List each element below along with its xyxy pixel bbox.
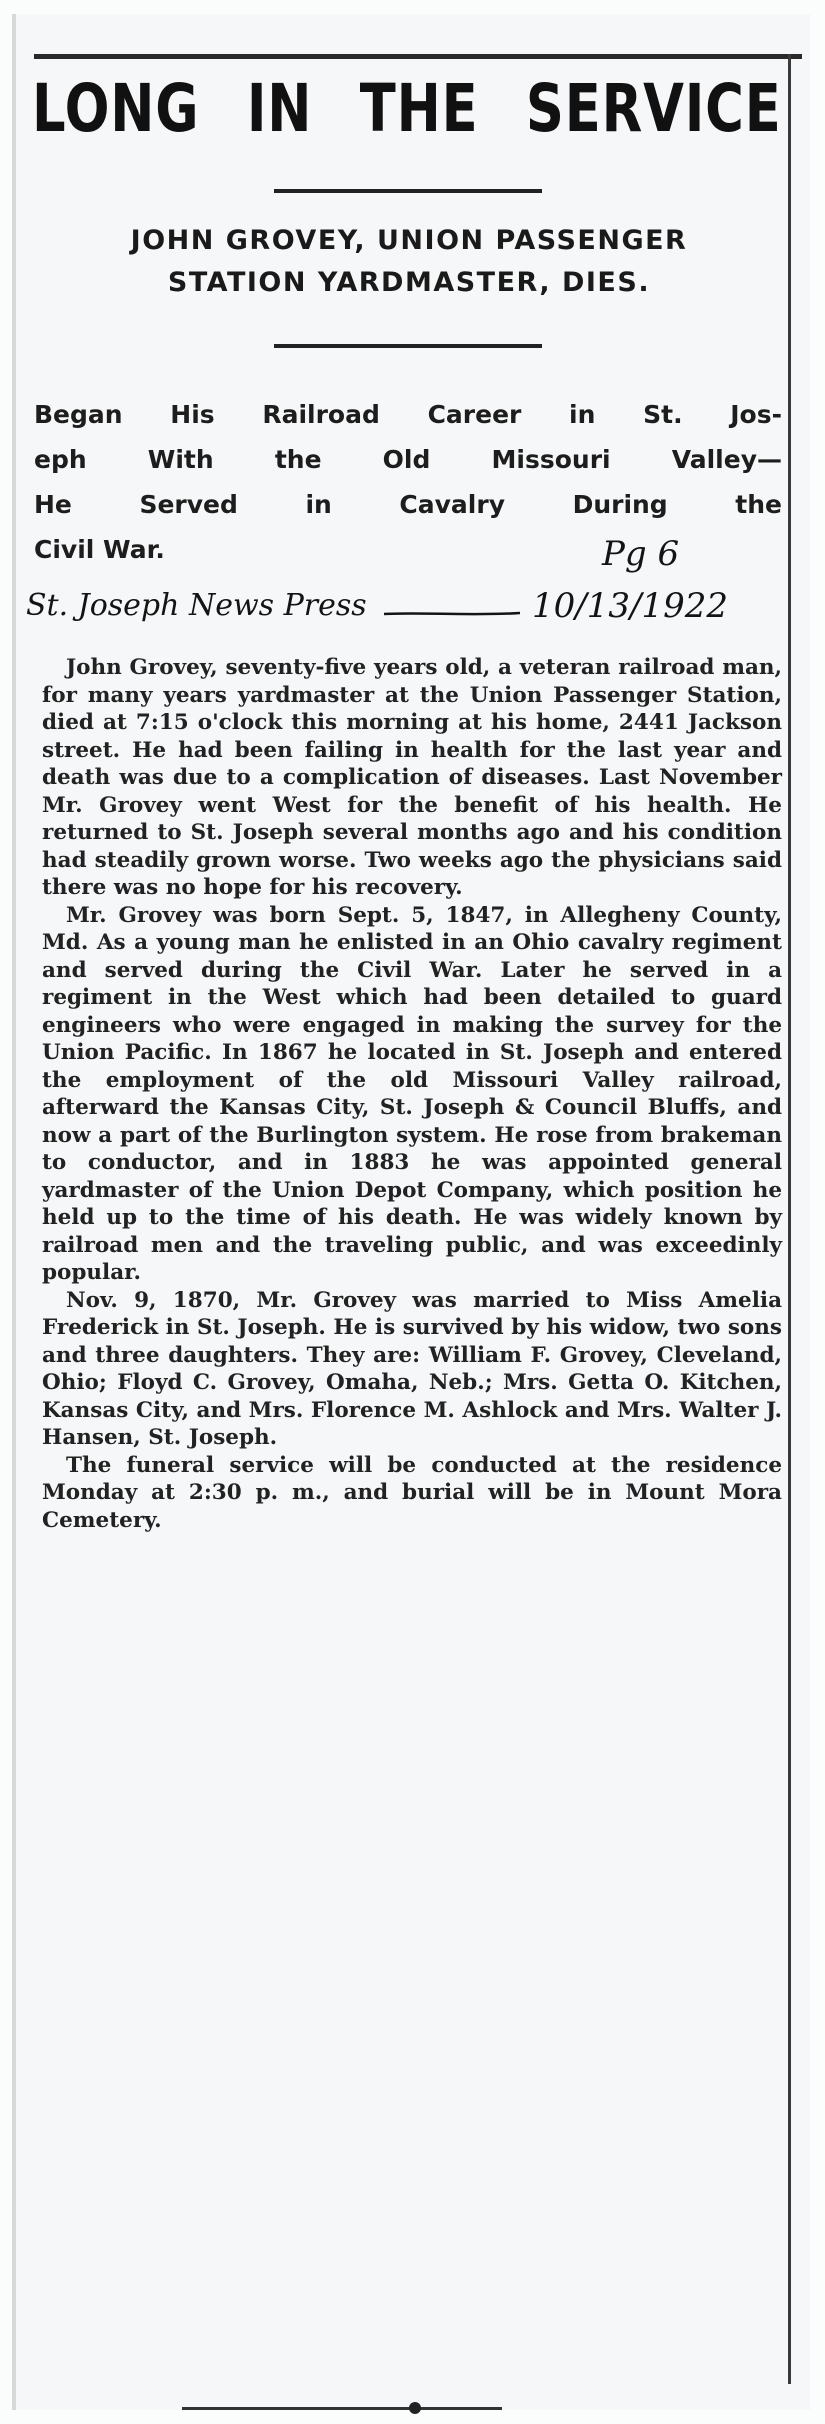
handwritten-date-note: 10/13/1922	[532, 586, 728, 626]
body-paragraph: John Grovey, seventy-five years old, a veteran railroad man, for many years yardmaster at the Union Passenger Station, died at 7:15 o'clock this morning at his home, 2441 Jackson street. He had been failing in health for the last year and death was due to a complication of diseases. Last November Mr. Grovey went West for the benefit of his health. He returned to St. Joseph several months ago and his condition had steadily grown worse. Two weeks ago the physicians said there was no hope for his recovery.	[42, 655, 782, 900]
strikethrough-mark	[382, 610, 522, 618]
deck-line: eph With the Old Missouri Valley—	[34, 445, 782, 474]
headline-divider	[274, 189, 542, 193]
body-paragraph: Nov. 9, 1870, Mr. Grovey was married to Miss Amelia Frederick in St. Joseph. He is survived by his widow, two sons and three daughters. They are: William F. Grovey, Cleveland, Ohio; Floyd C. Grovey, Omaha, Neb.; Mrs. Getta O. Kitchen, Kansas City, and Mrs. Florence M. Ashlock and Mrs. Walter J. Hansen, St. Joseph.	[42, 1287, 782, 1450]
body-paragraph: The funeral service will be conducted at the residence Monday at 2:30 p. m., and burial will be in Mount Mora Cemetery.	[42, 1452, 782, 1533]
handwritten-page-note: Pg 6	[602, 534, 680, 574]
article-body	[42, 654, 782, 1534]
clipping-edge	[12, 14, 16, 2410]
headline-text: LONG IN THE SERVICE	[32, 70, 782, 147]
newspaper-clipping	[12, 14, 810, 2410]
top-rule	[34, 54, 802, 59]
end-rule	[182, 2407, 502, 2410]
end-dot	[409, 2402, 421, 2414]
subhead-line-2: STATION YARDMASTER, DIES.	[167, 267, 651, 298]
column-rule	[788, 54, 791, 2384]
deck-line: Began His Railroad Career in St. Jos-	[34, 400, 782, 429]
deck-line: He Served in Cavalry During the	[34, 490, 782, 519]
subhead-line-1: JOHN GROVEY, UNION PASSENGER	[130, 225, 688, 256]
headline	[32, 70, 782, 147]
handwritten-source-note: St. Joseph News Press	[26, 588, 367, 623]
deck-line: Civil War.	[34, 535, 165, 564]
subhead-divider	[274, 344, 542, 348]
body-paragraph: Mr. Grovey was born Sept. 5, 1847, in Allegheny County, Md. As a young man he enlisted in an Ohio cavalry regiment and served during the Civil War. Later he served in a regiment in the West which had been detailed to guard engineers who were engaged in making the survey for the Union Pacific. In 1867 he located in St. Joseph and entered the employment of the old Missouri Valley railroad, afterward the Kansas City, St. Joseph & Council Bluffs, and now a part of the Burlington system. He rose from brakeman to conductor, and in 1883 he was appointed general yardmaster of the Union Depot Company, which position he held up to the time of his death. He was widely known by railroad men and the traveling public, and was exceedinly popular.	[42, 902, 782, 1285]
